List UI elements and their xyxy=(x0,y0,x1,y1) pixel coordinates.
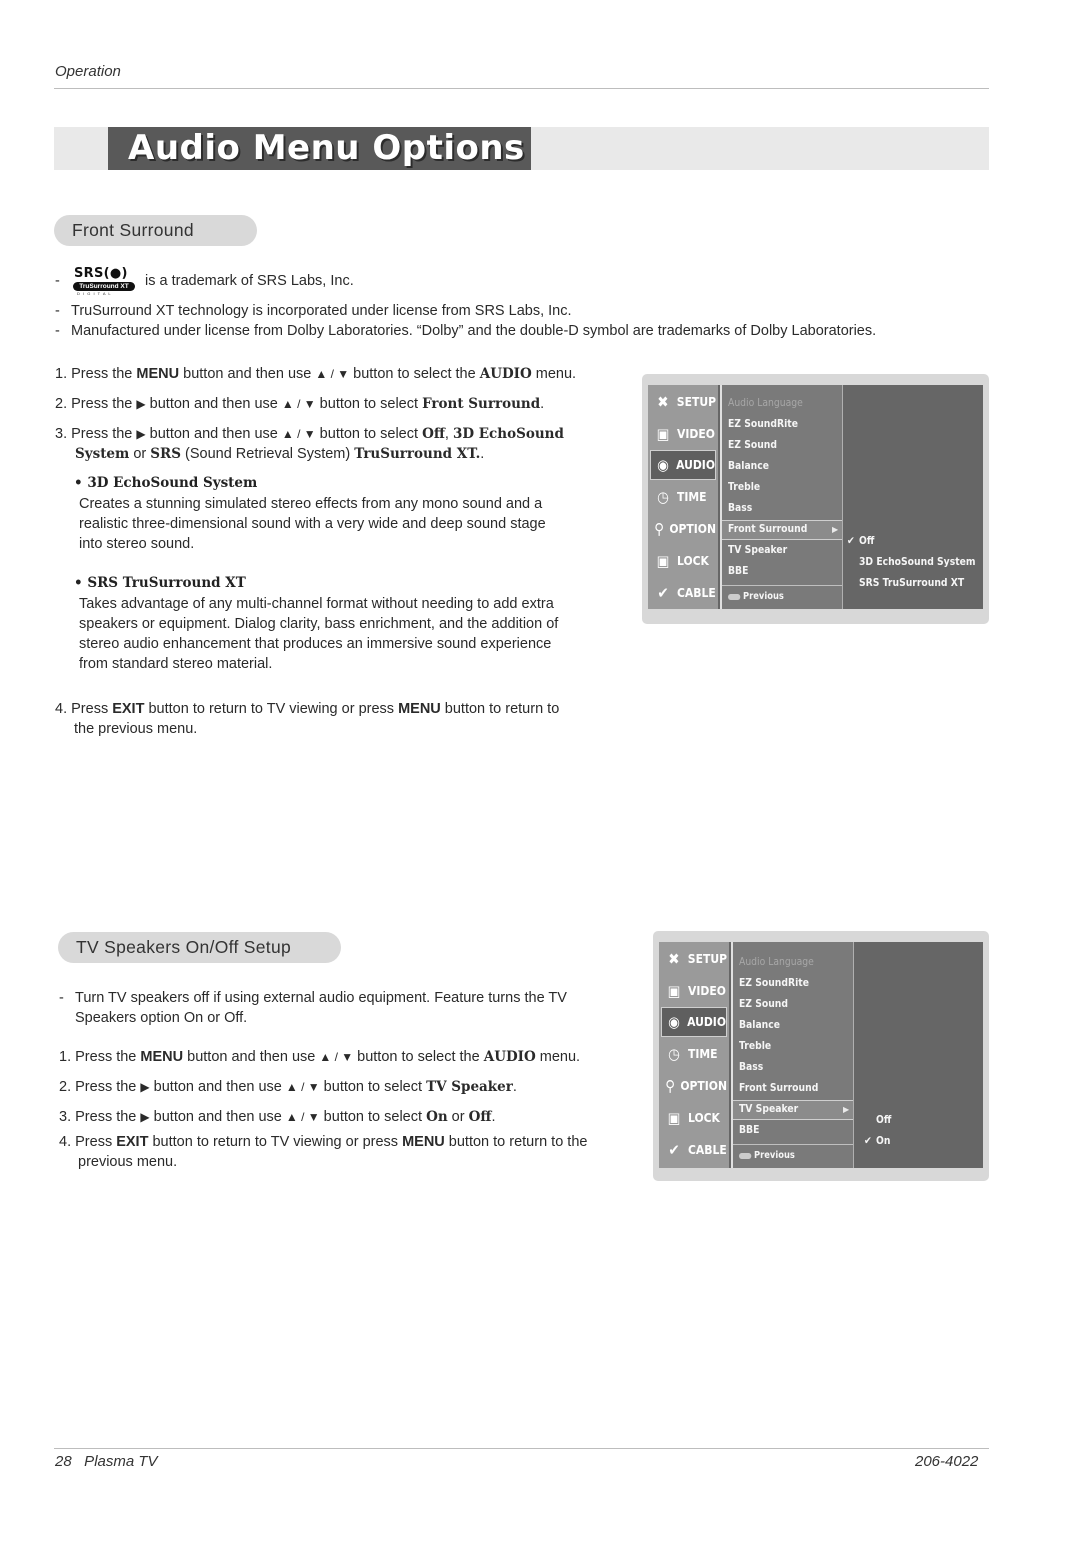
menu-item-front-surround[interactable]: Front Surround xyxy=(739,1082,819,1094)
tv-speakers-heading: TV Speakers On/Off Setup xyxy=(58,932,341,963)
srs-logo-text: SRS(●) xyxy=(74,266,128,281)
padlock-icon: ▣ xyxy=(656,552,670,570)
menu-item-bass[interactable]: Bass xyxy=(728,502,753,514)
checkmark-icon: ✔ xyxy=(847,535,855,547)
tab-option[interactable]: ⚲ OPTION xyxy=(665,1077,727,1095)
dash: - xyxy=(55,303,60,319)
tv-note-line-2: Speakers option On or Off. xyxy=(75,1010,248,1026)
note-trademark: is a trademark of SRS Labs, Inc. xyxy=(145,273,354,289)
tab-time[interactable]: ◷ TIME xyxy=(650,482,716,512)
footer-code: 206-4022 xyxy=(915,1453,979,1470)
tv-step-2: 2. Press the ▶ button and then use ▲ / ▼ button to select TV Speaker. xyxy=(59,1079,517,1095)
footer-page: 28 Plasma TV xyxy=(55,1453,158,1470)
section-label: Operation xyxy=(55,63,121,80)
tv-menu-inner xyxy=(659,942,983,1168)
check-icon: ✔ xyxy=(668,1141,680,1159)
menu-divider xyxy=(733,1144,853,1145)
tab-setup[interactable]: ✖ SETUP xyxy=(661,944,727,974)
srs-logo-badge: TruSurround XT xyxy=(73,282,135,291)
tab-cable[interactable]: ✔ CABLE xyxy=(661,1135,727,1165)
option-on[interactable]: On xyxy=(876,1135,891,1147)
menu-item-tv-speaker[interactable]: TV Speaker xyxy=(739,1103,799,1115)
screen-icon: ▣ xyxy=(656,425,670,443)
fs-step-3-line2: System or SRS (Sound Retrieval System) TruSurround XT.. xyxy=(75,446,485,462)
option-srs-trusurround[interactable]: SRS TruSurround XT xyxy=(859,577,965,589)
tv-step-4: 4. Press EXIT button to return to TV viewing or press MENU button to return to the xyxy=(59,1134,588,1150)
tab-audio[interactable]: ◉ AUDIO xyxy=(650,450,716,480)
tab-setup[interactable]: ✖ SETUP xyxy=(650,387,716,417)
echo-line-2: realistic three-dimensional sound with a very wide and deep sound stage xyxy=(79,516,546,532)
tab-lock[interactable]: ▣ LOCK xyxy=(661,1103,727,1133)
tab-video[interactable]: ▣ VIDEO xyxy=(650,419,716,449)
page-title: Audio Menu Options xyxy=(128,128,525,168)
menu-item-treble[interactable]: Treble xyxy=(739,1040,772,1052)
front-surround-heading: Front Surround xyxy=(54,215,257,246)
dash: - xyxy=(59,990,64,1006)
note-trusurround: TruSurround XT technology is incorporated under license from SRS Labs, Inc. xyxy=(71,303,572,319)
menu-item-bass[interactable]: Bass xyxy=(739,1061,764,1073)
fs-step-4-line2: the previous menu. xyxy=(74,721,198,737)
menu-key-icon xyxy=(728,594,740,600)
note-dolby: Manufactured under license from Dolby Laboratories. “Dolby” and the double-D symbol are trademarks of Dolby Laboratories. xyxy=(71,323,877,339)
tab-audio[interactable]: ◉ AUDIO xyxy=(661,1007,727,1037)
checkmark-icon: ✔ xyxy=(864,1135,872,1147)
srs-heading: • SRS TruSurround XT xyxy=(74,575,246,591)
tv-step-4-line2: previous menu. xyxy=(78,1154,178,1170)
header-rule xyxy=(54,88,989,89)
fs-step-4: 4. Press EXIT button to return to TV viewing or press MENU button to return to xyxy=(55,701,560,717)
tab-cable[interactable]: ✔ CABLE xyxy=(650,578,716,608)
fs-step-1: 1. Press the MENU button and then use ▲ / ▼ button to select the AUDIO menu. xyxy=(55,366,577,382)
menu-item-bbe[interactable]: BBE xyxy=(728,565,749,577)
option-3d-echosound[interactable]: 3D EchoSound System xyxy=(859,556,976,568)
menu-item-audio-language[interactable]: Audio Language xyxy=(728,397,803,409)
satellite-icon: ⚲ xyxy=(654,520,665,538)
footer-rule xyxy=(54,1448,989,1449)
menu-item-ez-soundrite[interactable]: EZ SoundRite xyxy=(739,977,809,989)
fs-step-3: 3. Press the ▶ button and then use ▲ / ▼ button to select Off, 3D EchoSound xyxy=(55,426,564,442)
menu-item-ez-sound[interactable]: EZ Sound xyxy=(739,998,789,1010)
menu-item-ez-sound[interactable]: EZ Sound xyxy=(728,439,778,451)
previous-button[interactable]: Previous xyxy=(728,591,784,602)
screen-icon: ▣ xyxy=(667,982,681,1000)
srs-line-2: speakers or equipment. Dialog clarity, bass enrichment, and the addition of xyxy=(79,616,559,632)
tv-menu-list xyxy=(720,385,843,609)
option-off[interactable]: Off xyxy=(876,1114,892,1126)
previous-button[interactable]: Previous xyxy=(739,1150,795,1161)
srs-logo xyxy=(73,268,135,298)
srs-line-1: Takes advantage of any multi-channel format without needing to add extra xyxy=(79,596,554,612)
clock-icon: ◷ xyxy=(657,488,669,506)
srs-line-4: from standard stereo material. xyxy=(79,656,273,672)
tv-step-1: 1. Press the MENU button and then use ▲ / ▼ button to select the AUDIO menu. xyxy=(59,1049,581,1065)
tab-lock[interactable]: ▣ LOCK xyxy=(650,546,716,576)
menu-item-bbe[interactable]: BBE xyxy=(739,1124,760,1136)
padlock-icon: ▣ xyxy=(667,1109,681,1127)
submenu-arrow-icon: ▶ xyxy=(843,1105,850,1114)
dash: - xyxy=(55,323,60,339)
check-icon: ✔ xyxy=(657,584,669,602)
srs-logo-sub: D I G I T A L xyxy=(77,291,112,296)
wrench-icon: ✖ xyxy=(657,393,669,411)
tv-menu-tv-speaker xyxy=(653,931,989,1181)
menu-item-balance[interactable]: Balance xyxy=(739,1019,781,1031)
tv-menu-front-surround xyxy=(642,374,989,624)
tv-step-3: 3. Press the ▶ button and then use ▲ / ▼ button to select On or Off. xyxy=(59,1109,496,1125)
menu-item-tv-speaker[interactable]: TV Speaker xyxy=(728,544,788,556)
tv-note-line-1: Turn TV speakers off if using external audio equipment. Feature turns the TV xyxy=(75,990,567,1006)
speaker-icon: ◉ xyxy=(657,456,669,474)
dash: - xyxy=(55,273,60,289)
wrench-icon: ✖ xyxy=(668,950,680,968)
menu-item-treble[interactable]: Treble xyxy=(728,481,761,493)
menu-key-icon xyxy=(739,1153,751,1159)
echo-line-3: into stereo sound. xyxy=(79,536,195,552)
echo-line-1: Creates a stunning simulated stereo effects from any mono sound and a xyxy=(79,496,543,512)
menu-item-front-surround[interactable]: Front Surround xyxy=(728,523,808,535)
menu-divider xyxy=(722,585,842,586)
clock-icon: ◷ xyxy=(668,1045,680,1063)
tab-time[interactable]: ◷ TIME xyxy=(661,1039,727,1069)
menu-item-audio-language[interactable]: Audio Language xyxy=(739,956,814,968)
speaker-icon: ◉ xyxy=(668,1013,680,1031)
tab-option[interactable]: ⚲ OPTION xyxy=(654,520,716,538)
satellite-icon: ⚲ xyxy=(665,1077,676,1095)
tv-menu-tabs xyxy=(648,385,718,609)
menu-item-balance[interactable]: Balance xyxy=(728,460,770,472)
srs-line-3: stereo audio enhancement that produces an immersive sound experience xyxy=(79,636,552,652)
menu-item-ez-soundrite[interactable]: EZ SoundRite xyxy=(728,418,798,430)
tv-menu-tabs xyxy=(659,942,729,1168)
submenu-arrow-icon: ▶ xyxy=(832,525,839,534)
fs-step-2: 2. Press the ▶ button and then use ▲ / ▼ button to select Front Surround. xyxy=(55,396,545,412)
tv-menu-list xyxy=(731,942,854,1168)
echo-heading: • 3D EchoSound System xyxy=(74,475,258,491)
option-off[interactable]: Off xyxy=(859,535,875,547)
tab-video[interactable]: ▣ VIDEO xyxy=(661,976,727,1006)
tv-menu-inner xyxy=(648,385,983,609)
